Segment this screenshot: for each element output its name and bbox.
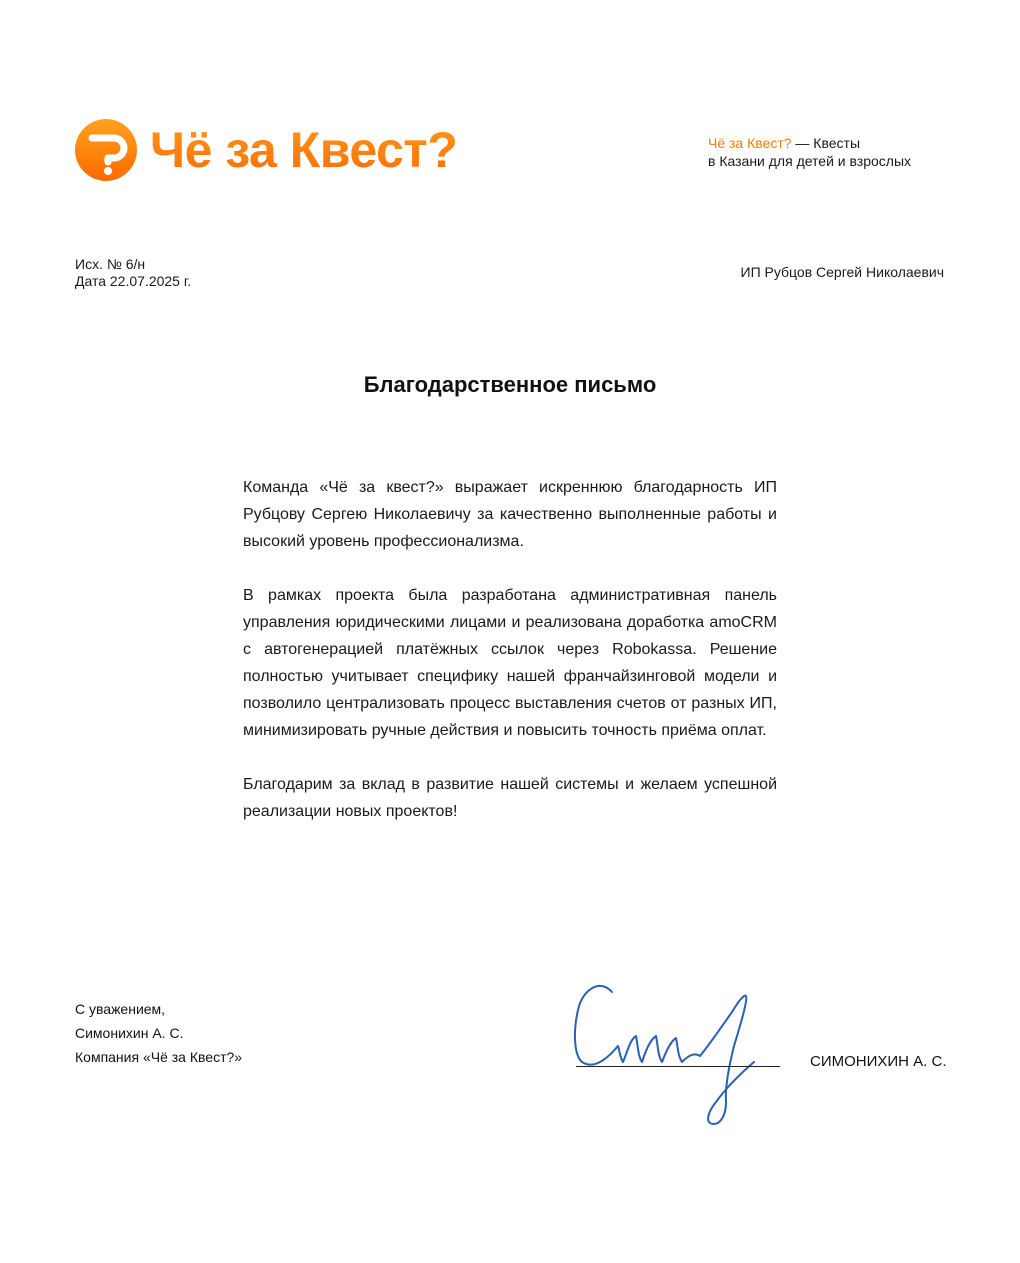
tagline-brand: Чё за Квест? [708, 135, 792, 151]
document-reference [75, 256, 191, 290]
recipient: ИП Рубцов Сергей Николаевич [740, 264, 944, 280]
signer-name: СИМОНИХИН А. С. [810, 1053, 947, 1070]
signature-line [576, 1066, 780, 1067]
tagline-rest: — Квесты [791, 135, 861, 151]
logo-icon [74, 118, 138, 182]
closing-line: С уважением, [75, 1001, 166, 1017]
body-paragraph: Команда «Чё за квест?» выражает искреннюю благодарность ИП Рубцову Сергею Николаевичу за качественно выполненные работы и высокий уровень профессионализма. [243, 479, 777, 550]
closing-line: Симонихин А. С. [75, 1025, 184, 1041]
document-date: Дата 22.07.2025 г. [75, 273, 192, 289]
header-tagline [708, 134, 911, 170]
body-paragraph: В рамках проекта была разработана административная панель управления юридическими лицами и реализована доработка amoCRM с автогенерацией платёжных ссылок через Robokassa. Решение полностью учитывает специфику нашей франчайзинговой модели и позволило централизовать процесс выставления счетов от разных ИП, минимизировать ручные действия и повысить точность приёма оплат. [243, 587, 777, 739]
closing-line: Компания «Чё за Квест?» [75, 1049, 243, 1065]
body-paragraph: Благодарим за вклад в развитие нашей системы и желаем успешной реализации новых проектов! [243, 776, 777, 820]
logo-wordmark: Чё за Квест? [150, 118, 457, 182]
closing-block [75, 997, 242, 1069]
tagline-line2: в Казани для детей и взрослых [708, 153, 912, 169]
handwritten-signature-icon [560, 970, 800, 1140]
ref-number: Исх. № 6/н [75, 256, 146, 272]
letter-title: Благодарственное письмо [363, 372, 657, 397]
letter-body [243, 474, 777, 852]
